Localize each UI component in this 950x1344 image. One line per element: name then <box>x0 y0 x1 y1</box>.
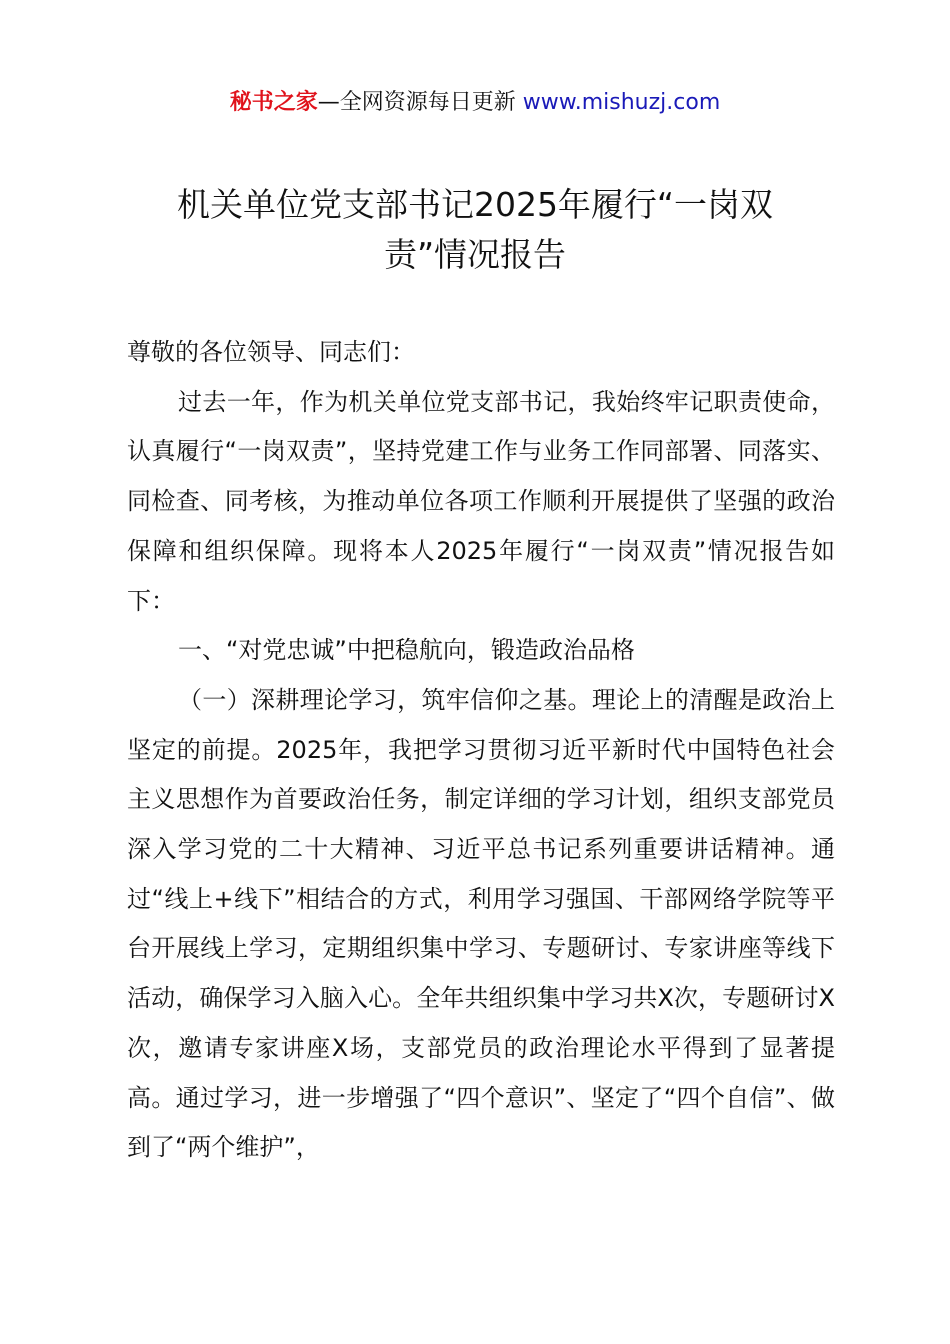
salutation: 尊敬的各位领导、同志们： <box>127 338 415 366</box>
brand-name: 秘书之家 <box>229 90 318 115</box>
site-header <box>0 86 950 120</box>
site-tagline: —全网资源每日更新 <box>317 90 516 115</box>
site-url-link[interactable]: www.mishuzj.com <box>522 90 721 115</box>
section-1-1-paragraph: （一）深耕理论学习，筑牢信仰之基。理论上的清醒是政治上坚定的前提。2025年，我把学习贯彻习近平新时代中国特色社会主义思想作为首要政治任务，制定详细的学习计划，组织支部党员深入学习党的二十大精神、习近平总书记系列重要讲话精神。通过“线上+线下”相结合的方式，利用学习强国、干部网络学院等平台开展线上学习，定期组织集中学习、专题研讨、专家讲座等线下活动，确保学习入脑入心。全年共组织集中学习共X次，专题研讨X次，邀请专家讲座X场，支部党员的政治理论水平得到了显著提高。通过学习，进一步增强了“四个意识”、坚定了“四个自信”、做到了“两个维护”， <box>127 685 835 1162</box>
document-title: 机关单位党支部书记2025年履行“一岗双责”情况报告 <box>176 185 774 274</box>
intro-paragraph: 过去一年，作为机关单位党支部书记，我始终牢记职责使命，认真履行“一岗双责”，坚持党建工作与业务工作同部署、同落实、同检查、同考核，为推动单位各项工作顺利开展提供了坚强的政治保障和组织保障。现将本人2025年履行“一岗双责”情况报告如下： <box>127 387 835 615</box>
document-body <box>127 328 835 1173</box>
section-1-heading: 一、“对党忠诚”中把稳航向，锻造政治品格 <box>178 636 635 665</box>
